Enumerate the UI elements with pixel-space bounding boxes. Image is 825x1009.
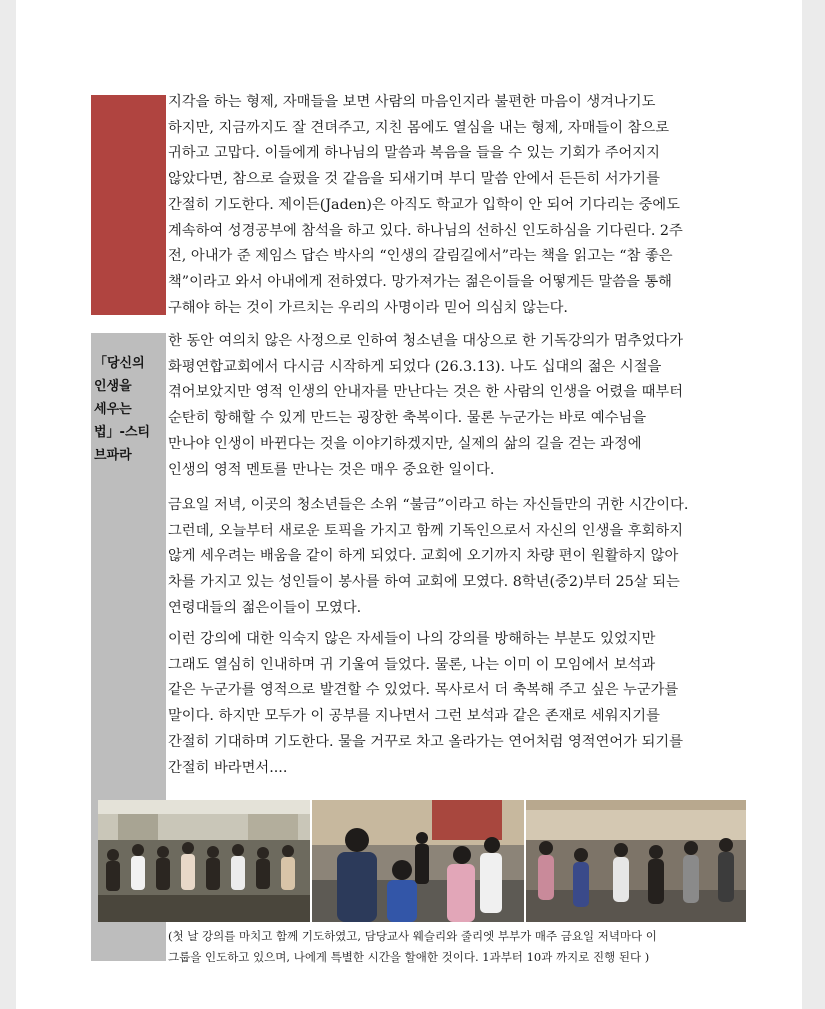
caption-line: (첫 날 강의를 마치고 함께 기도하였고, 담당교사 웨슬리와 줄리엣 부부가 매주 금요일 저녁마다 이 [168, 929, 657, 943]
text-line: 화평연합교회에서 다시금 시작하게 되었다 (26.3.13). 나도 십대의 젊은 시절을 [168, 358, 662, 375]
text-line: 계속하여 성경공부에 참석을 하고 있다. 하나님의 선하신 인도하심을 기다린다. 2주 [168, 222, 683, 239]
paragraph-3 [168, 493, 748, 622]
photo-strip [98, 800, 746, 922]
text-line: 간절히 기도한다. 제이든(Jaden)은 아직도 학교가 입학이 안 되어 기다리는 중에도 [168, 196, 680, 213]
photo-caption [168, 926, 748, 968]
text-line: 순탄히 항해할 수 있게 만드는 굉장한 축복이다. 물론 누군가는 바로 예수님을 [168, 410, 647, 427]
text-line: 그래도 열심히 인내하며 귀 기울여 들었다. 물론, 나는 이미 이 모임에서 보석과 [168, 656, 656, 673]
text-line: 같은 누군가를 영적으로 발견할 수 있었다. 목사로서 더 축복해 주고 싶은 누군가를 [168, 682, 679, 699]
text-line: 하지만, 지금까지도 잘 견뎌주고, 지친 몸에도 열심을 내는 형제, 자매들이 참으로 [168, 119, 670, 136]
text-line: 겪어보았지만 영적 인생의 안내자를 만난다는 것은 한 사람의 인생을 어렸을 때부터 [168, 384, 684, 401]
paragraph-4 [168, 627, 748, 781]
caption-line: 그룹을 인도하고 있으며, 나에게 특별한 시간을 할애한 것이다. 1과부터 10과 까지로 진행 된다 ) [168, 950, 650, 964]
text-line: 만나야 인생이 바뀐다는 것을 이야기하겠지만, 실제의 삶의 길을 걷는 과정에 [168, 435, 642, 452]
paragraph-2 [168, 329, 748, 483]
text-line: 한 동안 여의치 않은 사정으로 인하여 청소년을 대상으로 한 기독강의가 멈추었다가 [168, 333, 684, 349]
sidebar-book-title [94, 352, 166, 467]
text-line: 인생의 영적 멘토를 만나는 것은 매우 중요한 일이다. [168, 461, 495, 478]
text-line: 그런데, 오늘부터 새로운 토픽을 가지고 함께 기독인으로서 자신의 인생을 후회하지 [168, 522, 684, 539]
document-page [16, 0, 802, 1009]
group-photo-standing-circle [526, 800, 746, 922]
text-line: 전, 아내가 준 제임스 답슨 박사의 “인생의 갈림길에서”라는 책을 읽고는 “참 좋은 [168, 248, 673, 265]
sidebar-title-line: 인생을 [94, 379, 132, 394]
text-line: 않았다면, 참으로 슬펐을 것 같음을 되새기며 부디 말씀 안에서 든든히 서가기를 [168, 171, 660, 188]
text-line: 금요일 저녁, 이곳의 청소년들은 소위 “불금”이라고 하는 자신들만의 귀한 시간이다. [168, 497, 689, 513]
text-line: 연령대들의 젊은이들이 모였다. [168, 599, 362, 616]
text-line: 않게 세우려는 배움을 같이 하게 되었다. 교회에 오기까지 차량 편이 원활하지 않아 [168, 548, 679, 565]
text-line: 이런 강의에 대한 익숙지 않은 자세들이 나의 강의를 방해하는 부분도 있었지만 [168, 631, 656, 647]
sidebar-title-line: 법」-스티 [94, 425, 151, 440]
text-line: 책”이라고 와서 아내에게 전하였다. 망가져가는 젊은이들을 어떻게든 말씀을 통해 [168, 273, 672, 290]
text-line: 귀하고 고맙다. 이들에게 하나님의 말씀과 복음을 들을 수 있는 기회가 주어지지 [168, 145, 660, 162]
paragraph-1 [168, 90, 748, 321]
text-line: 말이다. 하지만 모두가 이 공부를 지나면서 그런 보석과 같은 존재로 세워지기를 [168, 708, 660, 725]
sidebar-title-line: 세우는 [94, 402, 132, 417]
text-line: 간절히 기대하며 기도한다. 물을 거꾸로 차고 올라가는 연어처럼 영적연어가 되기를 [168, 733, 684, 750]
sidebar-title-line: 「당신의 [94, 356, 145, 371]
group-photo-seated [98, 800, 310, 922]
text-line: 지각을 하는 형제, 자매들을 보면 사람의 마음인지라 불편한 마음이 생겨나기도 [168, 94, 656, 110]
text-line: 차를 가지고 있는 성인들이 봉사를 하여 교회에 모였다. 8학년(중2)부터 25살 되는 [168, 574, 680, 591]
group-photo-prayer-circle [312, 800, 524, 922]
text-line: 구해야 하는 것이 가르치는 우리의 사명이라 믿어 의심치 않는다. [168, 299, 568, 316]
text-line: 간절히 바라면서.... [168, 759, 288, 776]
sidebar-title-line: 브파라 [94, 448, 132, 463]
accent-bar-red [91, 95, 166, 315]
